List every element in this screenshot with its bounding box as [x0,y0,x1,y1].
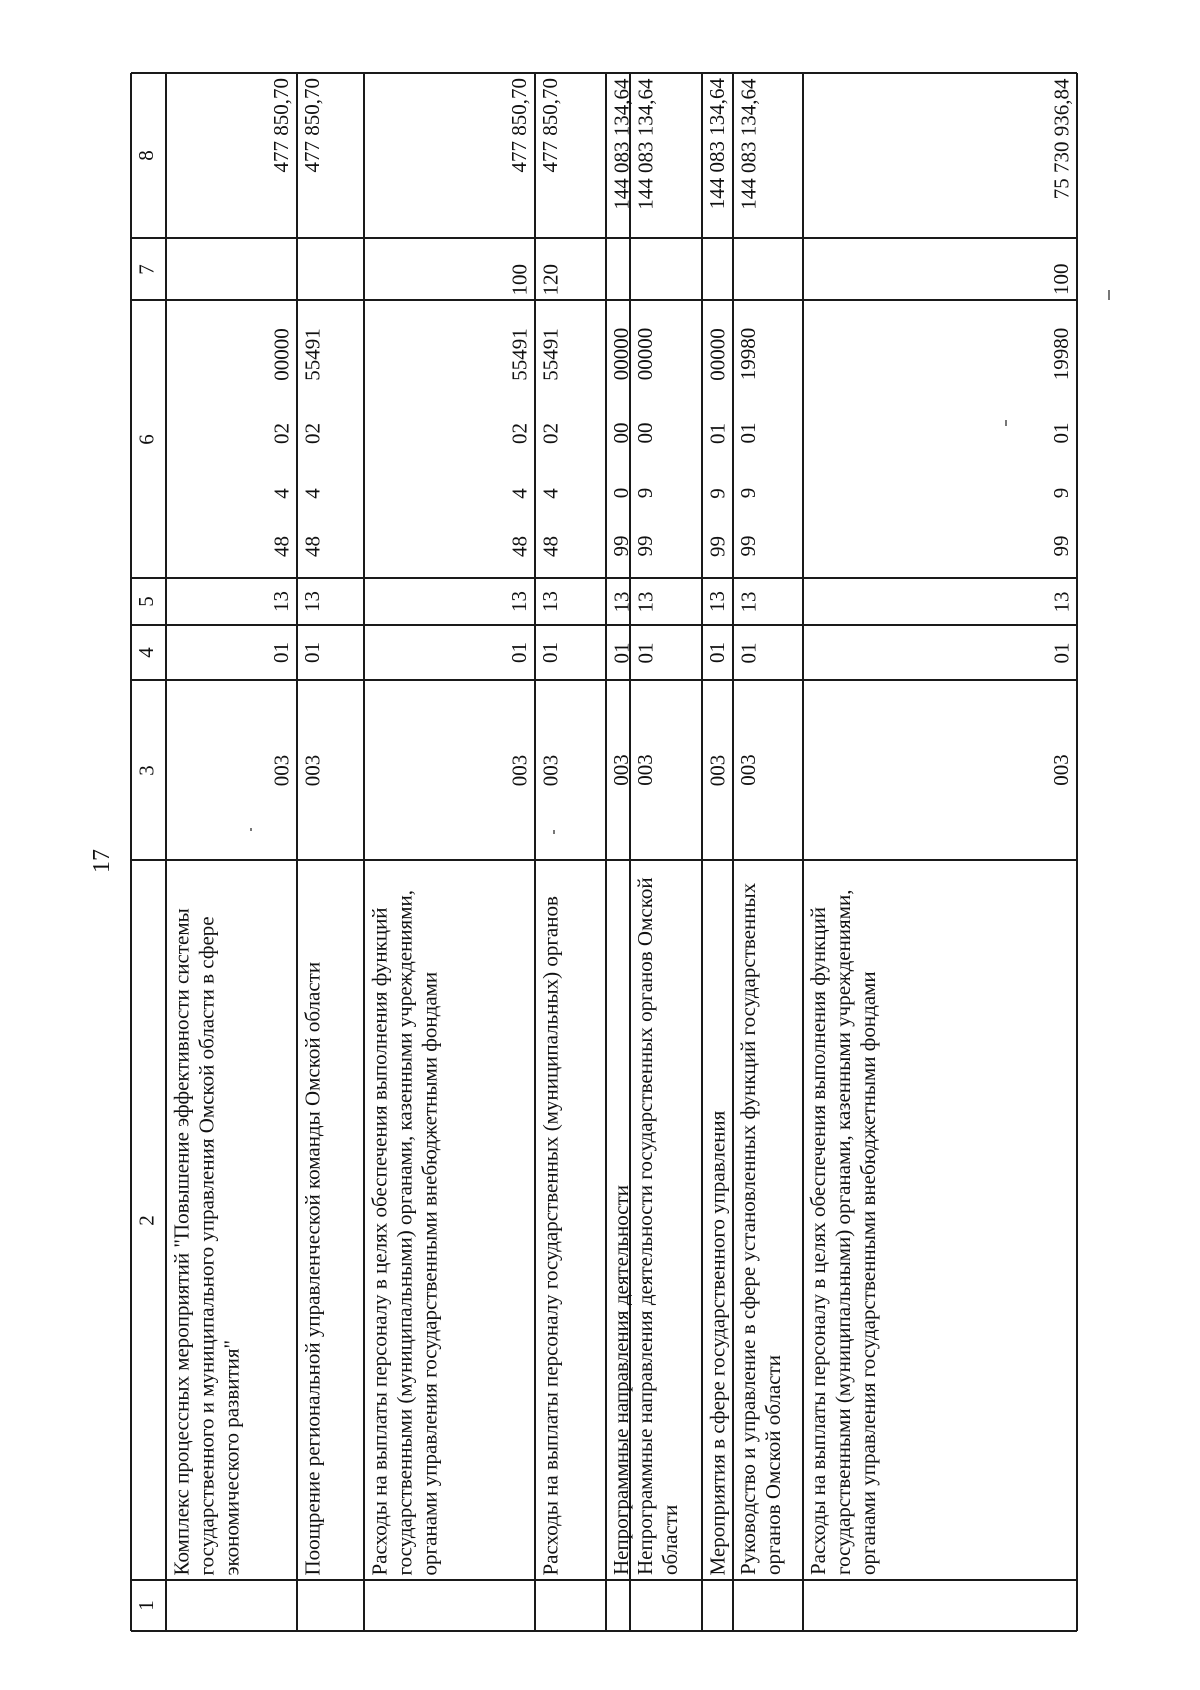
row-c3 [633,685,699,855]
row-description-text: Руководство и управление в сфере установленных функций государственных органов Омской области [736,882,785,1575]
row-c6-part [538,473,603,513]
row-c6-part [538,408,603,458]
row-c7-text: 100 [507,263,531,295]
header-cell [134,305,163,573]
row-c8-text: 144 083 134,64 [633,78,657,210]
row-c6-part-text: 02 [300,422,324,444]
row-c6-part [736,408,800,458]
row-c6-part-text: 4 [538,487,562,499]
row-c6-part [367,309,532,399]
header-cell [134,1585,163,1626]
row-c6-part [609,309,633,399]
row-c6-part-text: 4 [507,487,531,499]
row-c6-part [169,309,294,399]
row-c6-part-text: 55491 [507,327,531,381]
row-c3-text: 003 [609,754,633,786]
row-border [165,73,167,1631]
scan-speck [250,828,252,831]
row-c6-part-text: 4 [269,487,293,499]
row-c3 [736,685,800,855]
row-description-text: Расходы на выплаты персоналу государственных (муниципальных) органов [538,895,562,1575]
row-c3-text: 003 [705,754,729,786]
column-border [131,72,1077,74]
row-c6-part [705,408,730,458]
row-c5 [169,583,294,620]
row-c3-text: 003 [538,754,562,786]
row-c6-part-text: 00 [633,422,657,444]
row-c5 [806,583,1074,620]
row-description [300,865,361,1575]
column-border [131,1579,1077,1581]
row-description-text: Расходы на выплаты персоналу в целях обеспечения выполнения функций государственными (муниципальными) органами, казенными учреждениями, органами управления государственными внебюджетными фондами [367,889,441,1575]
header-cell-text: 5 [134,596,158,607]
row-c5 [633,583,699,620]
row-c6-part-text: 4 [300,487,324,499]
row-c6-part-text: 9 [633,487,657,499]
row-c6-part-text: 55491 [538,327,562,381]
column-border [131,299,1077,301]
row-c4-text: 01 [300,642,324,663]
header-cell-text: 6 [134,433,158,445]
row-c6-part [169,473,294,513]
row-c3-text: 003 [1049,754,1073,786]
row-description-text: Комплекс процессных мероприятий "Повышение эффективности системы государственного и муниципального управления Омской области в сфере экономического развития" [169,907,243,1575]
header-cell [134,243,163,295]
row-c6-part [705,521,730,571]
row-c8-text: 144 083 134,64 [736,78,760,210]
row-c8 [367,78,532,233]
row-c4 [169,630,294,675]
row-border [296,73,298,1631]
row-c6-part-text: 01 [1049,422,1073,444]
row-c6-part-text: 9 [1049,487,1073,499]
row-c5-text: 13 [300,591,324,612]
row-c3 [169,685,294,855]
row-c8 [806,78,1074,233]
row-c5 [736,583,800,620]
row-border [534,73,536,1631]
row-c5 [538,583,603,620]
row-c3 [609,685,633,855]
row-c5 [300,583,361,620]
page-number: 17 [89,849,115,873]
row-c8-text: 144 083 134,64 [609,78,633,210]
row-description [538,865,603,1575]
row-c6-part-text: 02 [507,422,531,444]
row-c8 [300,78,361,233]
row-c5-text: 13 [1049,591,1073,612]
column-border [131,237,1077,239]
row-description-text: Расходы на выплаты персоналу в целях обеспечения выполнения функций государственными (муниципальными) органами, казенными учреждениями, органами управления государственными внебюджетными фондами [806,889,880,1575]
row-c4-text: 01 [633,642,657,663]
header-cell-text: 2 [134,1214,158,1226]
row-c4-text: 01 [507,642,531,663]
column-border [131,577,1077,579]
row-c6-part-text: 0 [609,487,633,499]
row-c8-text: 477 850,70 [269,78,293,173]
row-border [802,73,804,1631]
row-c6-part-text: 48 [507,535,531,557]
row-c4 [538,630,603,675]
row-c6-part [633,408,699,458]
row-border [363,73,365,1631]
row-description [633,865,699,1575]
row-c6-part-text: 01 [736,422,760,444]
row-c6-part [538,521,603,571]
row-description-text: Непрограммные направления деятельности [609,1184,633,1575]
row-c6-part-text: 00000 [633,327,657,381]
row-c6-part-text: 9 [705,487,729,499]
row-c5 [367,583,532,620]
row-c4-text: 01 [1049,642,1073,663]
row-c4-text: 01 [736,642,760,663]
row-c6-part [300,408,361,458]
row-c8-text: 75 730 936,84 [1049,78,1073,199]
row-c5 [705,583,730,620]
row-c4-text: 01 [705,642,729,663]
row-c5 [609,583,633,620]
row-c6-part-text: 02 [538,422,562,444]
row-c6-part-text: 00 [609,422,633,444]
column-border [131,679,1077,681]
row-c6-part-text: 48 [300,535,324,557]
column-border [131,1630,1077,1632]
row-c6-part [806,408,1074,458]
row-c6-part [609,473,633,513]
header-cell [134,583,163,620]
row-c6-part [705,473,730,513]
row-c8-text: 477 850,70 [538,78,562,173]
row-c6-part [169,521,294,571]
row-c7 [538,243,603,295]
row-c4 [736,630,800,675]
header-cell-text: 3 [134,764,158,776]
scan-speck [1005,420,1007,426]
row-c7 [705,243,730,295]
row-c6-part [367,473,532,513]
header-cell-text: 8 [134,150,158,161]
row-c7 [169,243,294,295]
row-description-text: Поощрение региональной управленческой команды Омской области [300,961,324,1575]
row-c4 [705,630,730,675]
row-description [609,865,633,1575]
row-c3 [300,685,361,855]
row-c8 [705,78,730,233]
row-c3-text: 003 [736,754,760,786]
row-c6-part [806,309,1074,399]
row-c6-part-text: 19980 [1049,327,1073,381]
row-border [130,73,132,1631]
row-c6-part [705,309,730,399]
row-c6-part [633,309,699,399]
row-c6-part-text: 99 [609,535,633,557]
row-c4-text: 01 [609,642,633,663]
row-c8 [633,78,699,233]
header-cell [134,865,163,1575]
row-c6-part [609,521,633,571]
row-description [367,865,532,1575]
row-c4-text: 01 [538,642,562,663]
row-c6-part [538,309,603,399]
row-description-text: Мероприятия в сфере государственного управления [705,1110,729,1575]
row-c3 [705,685,730,855]
row-c4 [300,630,361,675]
row-c6-part-text: 99 [705,535,729,557]
row-description [806,865,1074,1575]
row-c6-part [367,521,532,571]
row-c6-part-text: 02 [269,422,293,444]
row-c3-text: 003 [300,754,324,786]
scan-speck [553,830,555,834]
row-c6-part [736,309,800,399]
row-c6-part-text: 48 [269,535,293,557]
row-c6-part [806,473,1074,513]
row-border [605,73,607,1631]
row-c6-part-text: 99 [736,535,760,557]
row-c7-text: 100 [1049,263,1073,295]
row-c7 [300,243,361,295]
row-c7 [633,243,699,295]
row-c8-text: 477 850,70 [507,78,531,173]
row-c3 [538,685,603,855]
row-c3 [806,685,1074,855]
row-c8 [169,78,294,233]
column-border [131,859,1077,861]
row-c8 [736,78,800,233]
header-cell-text: 7 [134,263,158,275]
row-description-text: Непрограммные направления деятельности государственных органов Омской области [633,877,682,1575]
scan-speck [1108,290,1110,300]
row-c4-text: 01 [269,642,293,663]
row-c7 [367,243,532,295]
row-c4 [633,630,699,675]
row-c6-part [300,309,361,399]
row-c6-part [169,408,294,458]
row-description [736,865,800,1575]
row-c4 [609,630,633,675]
row-c6-part-text: 99 [1049,535,1073,557]
row-c6-part-text: 00000 [609,327,633,381]
row-c6-part-text: 01 [705,422,729,444]
row-c6-part-text: 48 [538,535,562,557]
row-c5-text: 13 [269,591,293,612]
header-cell [134,78,163,233]
row-border [701,73,703,1631]
row-c8-text: 144 083 134,64 [705,78,729,210]
row-c6-part [367,408,532,458]
row-c8 [609,78,633,233]
row-c6-part [736,521,800,571]
row-c6-part-text: 99 [633,535,657,557]
row-c5-text: 13 [705,591,729,612]
row-c7 [609,243,627,295]
row-c5-text: 13 [633,591,657,612]
row-c6-part [806,521,1074,571]
row-c6-part-text: 00000 [705,327,729,381]
row-c7 [806,243,1074,295]
row-c3 [367,685,532,855]
row-c3-text: 003 [269,754,293,786]
row-c5-text: 13 [736,591,760,612]
row-c8-text: 477 850,70 [300,78,324,173]
row-description [705,865,730,1575]
row-border [732,73,734,1631]
header-cell-text: 4 [134,647,158,658]
row-c6-part [609,408,633,458]
row-c6-part [633,473,699,513]
header-cell [134,685,163,855]
row-c3-text: 003 [507,754,531,786]
row-c5-text: 13 [507,591,531,612]
row-c6-part [300,473,361,513]
row-c5-text: 13 [538,591,562,612]
row-c6-part-text: 9 [736,487,760,499]
row-c5-text: 13 [609,591,633,612]
row-c4 [367,630,532,675]
row-c6-part-text: 55491 [300,327,324,381]
row-c7-text: 120 [538,263,562,295]
row-c3-text: 003 [633,754,657,786]
header-cell [134,630,163,675]
header-cell-text: 1 [134,1600,158,1611]
row-c8 [538,78,603,233]
row-description [169,865,294,1575]
column-border [131,624,1077,626]
row-c7 [736,243,800,295]
row-c4 [806,630,1074,675]
row-border [1076,73,1078,1631]
row-c6-part [736,473,800,513]
row-c6-part [300,521,361,571]
row-c6-part-text: 19980 [736,327,760,381]
row-c6-part-text: 00000 [269,327,293,381]
row-c6-part [633,521,699,571]
